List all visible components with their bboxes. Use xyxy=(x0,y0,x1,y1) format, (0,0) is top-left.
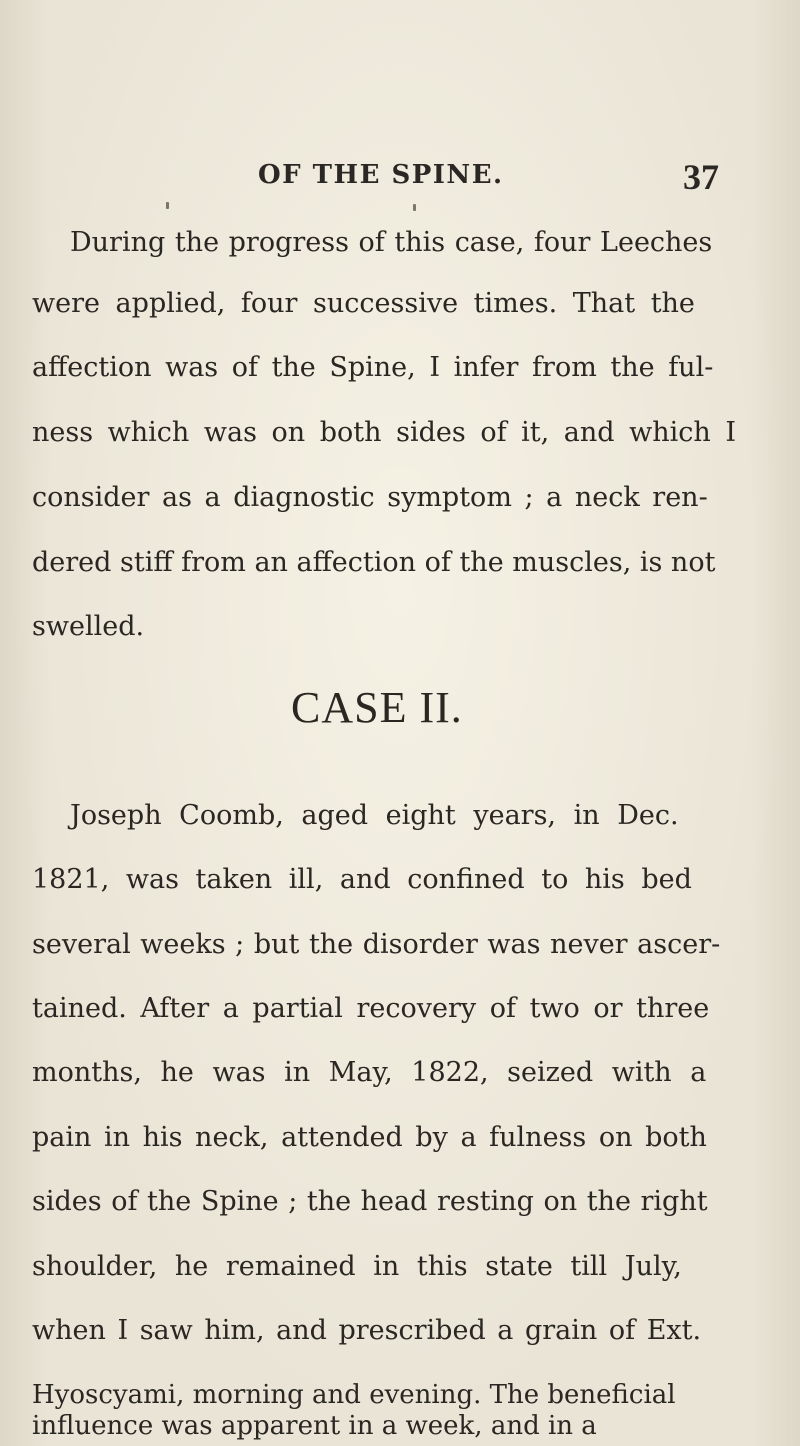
paragraph-2-line-2: 1821, was taken ill, and confined to his bed xyxy=(32,864,692,895)
paragraph-1-line-5: consider as a diagnostic symptom ; a neck ren- xyxy=(32,482,708,513)
paragraph-2-line-9: when I saw him, and prescribed a grain of Ext. xyxy=(32,1315,702,1346)
paragraph-1-line-2: were applied, four successive times. That the xyxy=(32,288,695,319)
paragraph-2-line-8: shoulder, he remained in this state till July, xyxy=(32,1251,682,1282)
running-head: OF THE SPINE. xyxy=(258,160,504,190)
paragraph-1-line-1: During the progress of this case, four Leeches xyxy=(70,227,713,258)
ink-speck xyxy=(166,202,169,209)
paragraph-1-line-4: ness which was on both sides of it, and which I xyxy=(32,417,737,448)
paragraph-2-line-11: influence was apparent in a week, and in a xyxy=(32,1411,597,1441)
paragraph-1-line-6: dered stiff from an affection of the muscles, is not xyxy=(32,547,716,578)
paragraph-1-line-7: swelled. xyxy=(32,611,145,642)
paragraph-2-line-7: sides of the Spine ; the head resting on the right xyxy=(32,1186,708,1217)
paragraph-2-line-5: months, he was in May, 1822, seized with a xyxy=(32,1057,707,1088)
paragraph-2-line-10: Hyoscyami, morning and evening. The beneficial xyxy=(32,1380,676,1410)
paragraph-2-line-1: Joseph Coomb, aged eight years, in Dec. xyxy=(70,800,679,831)
paragraph-1-line-3: affection was of the Spine, I infer from the ful- xyxy=(32,352,714,383)
paragraph-2-line-4: tained. After a partial recovery of two or three xyxy=(32,993,710,1024)
case-heading: CASE II. xyxy=(291,683,463,732)
ink-speck xyxy=(413,204,416,211)
page-number: 37 xyxy=(683,157,719,197)
paragraph-2-line-6: pain in his neck, attended by a fulness on both xyxy=(32,1122,707,1153)
paragraph-2-line-3: several weeks ; but the disorder was never ascer- xyxy=(32,929,721,960)
